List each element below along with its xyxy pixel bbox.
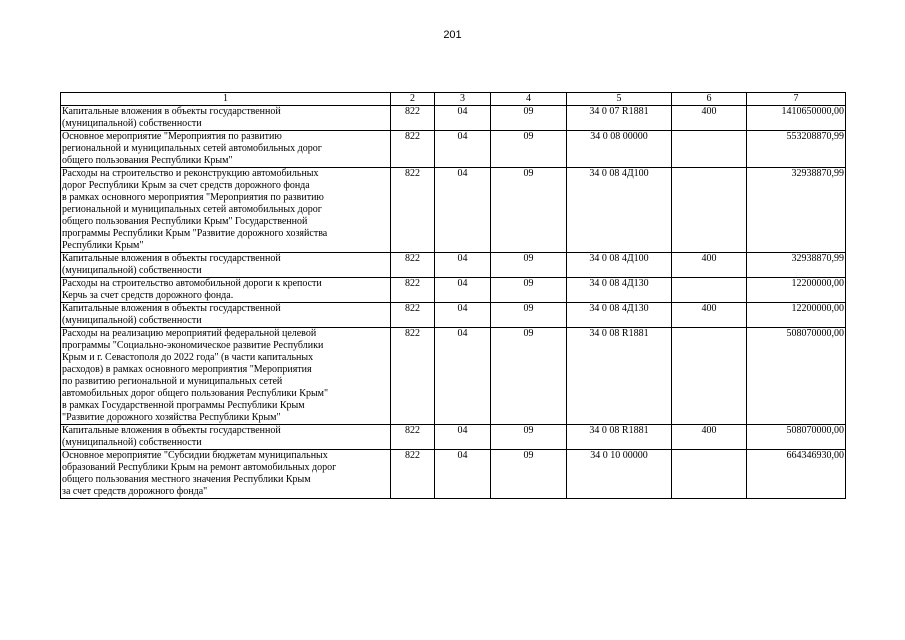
column-header: 5 bbox=[567, 93, 672, 106]
budget-table bbox=[60, 92, 846, 499]
subsection-code: 09 bbox=[491, 106, 567, 131]
amount: 664346930,00 bbox=[747, 450, 846, 499]
target-code: 34 0 08 4Д130 bbox=[567, 278, 672, 303]
target-code: 34 0 07 R1881 bbox=[567, 106, 672, 131]
grbs-code: 822 bbox=[391, 450, 435, 499]
subsection-code: 09 bbox=[491, 253, 567, 278]
column-header: 1 bbox=[61, 93, 391, 106]
subsection-code: 09 bbox=[491, 450, 567, 499]
column-header: 7 bbox=[747, 93, 846, 106]
subsection-code: 09 bbox=[491, 168, 567, 253]
expense-name: Капитальные вложения в объекты государственной (муниципальной) собственности bbox=[61, 106, 391, 131]
expense-type-code bbox=[672, 450, 747, 499]
expense-type-code: 400 bbox=[672, 425, 747, 450]
expense-type-code bbox=[672, 328, 747, 425]
header-row bbox=[61, 93, 846, 106]
subsection-code: 09 bbox=[491, 131, 567, 168]
section-code: 04 bbox=[435, 425, 491, 450]
amount: 32938870,99 bbox=[747, 168, 846, 253]
amount: 553208870,99 bbox=[747, 131, 846, 168]
column-header: 6 bbox=[672, 93, 747, 106]
expense-type-code bbox=[672, 278, 747, 303]
expense-name: Капитальные вложения в объекты государственной (муниципальной) собственности bbox=[61, 425, 391, 450]
grbs-code: 822 bbox=[391, 328, 435, 425]
column-header: 3 bbox=[435, 93, 491, 106]
table-row bbox=[61, 425, 846, 450]
subsection-code: 09 bbox=[491, 278, 567, 303]
table-row bbox=[61, 106, 846, 131]
grbs-code: 822 bbox=[391, 253, 435, 278]
section-code: 04 bbox=[435, 253, 491, 278]
expense-type-code: 400 bbox=[672, 303, 747, 328]
grbs-code: 822 bbox=[391, 425, 435, 450]
target-code: 34 0 08 R1881 bbox=[567, 328, 672, 425]
amount: 508070000,00 bbox=[747, 425, 846, 450]
amount: 12200000,00 bbox=[747, 303, 846, 328]
section-code: 04 bbox=[435, 106, 491, 131]
column-header: 4 bbox=[491, 93, 567, 106]
target-code: 34 0 10 00000 bbox=[567, 450, 672, 499]
expense-type-code bbox=[672, 168, 747, 253]
table-row bbox=[61, 303, 846, 328]
target-code: 34 0 08 4Д100 bbox=[567, 168, 672, 253]
table-row bbox=[61, 131, 846, 168]
section-code: 04 bbox=[435, 450, 491, 499]
expense-name: Капитальные вложения в объекты государственной (муниципальной) собственности bbox=[61, 303, 391, 328]
table-row bbox=[61, 328, 846, 425]
grbs-code: 822 bbox=[391, 278, 435, 303]
section-code: 04 bbox=[435, 168, 491, 253]
table-row bbox=[61, 450, 846, 499]
expense-name: Расходы на строительство автомобильной дороги к крепости Керчь за счет средств дорожного фонда. bbox=[61, 278, 391, 303]
table-row bbox=[61, 168, 846, 253]
page-number: 201 bbox=[443, 29, 462, 41]
target-code: 34 0 08 R1881 bbox=[567, 425, 672, 450]
grbs-code: 822 bbox=[391, 106, 435, 131]
amount: 12200000,00 bbox=[747, 278, 846, 303]
subsection-code: 09 bbox=[491, 425, 567, 450]
section-code: 04 bbox=[435, 328, 491, 425]
expense-name: Расходы на строительство и реконструкцию автомобильных дорог Республики Крым за счет средств дорожного фонда в рамках основного мероприятия "Мероприятия по развитию региональной и муниципальных сетей автомобильных дорог общего пользования Республики Крым" Государственной программы Республики Крым "Развитие дорожного хозяйства Республики Крым" bbox=[61, 168, 391, 253]
grbs-code: 822 bbox=[391, 131, 435, 168]
expense-type-code: 400 bbox=[672, 106, 747, 131]
subsection-code: 09 bbox=[491, 328, 567, 425]
table-row bbox=[61, 253, 846, 278]
expense-name: Основное мероприятие "Субсидии бюджетам муниципальных образований Республики Крым на ремонт автомобильных дорог общего пользования местного значения Республики Крым за счет средств дорожного фонда" bbox=[61, 450, 391, 499]
amount: 32938870,99 bbox=[747, 253, 846, 278]
target-code: 34 0 08 4Д130 bbox=[567, 303, 672, 328]
target-code: 34 0 08 4Д100 bbox=[567, 253, 672, 278]
grbs-code: 822 bbox=[391, 168, 435, 253]
expense-type-code bbox=[672, 131, 747, 168]
column-header: 2 bbox=[391, 93, 435, 106]
amount: 508070000,00 bbox=[747, 328, 846, 425]
subsection-code: 09 bbox=[491, 303, 567, 328]
grbs-code: 822 bbox=[391, 303, 435, 328]
target-code: 34 0 08 00000 bbox=[567, 131, 672, 168]
expense-name: Расходы на реализацию мероприятий федеральной целевой программы "Социально-экономическое развитие Республики Крым и г. Севастополя до 2022 года" (в части капитальных расходов) в рамках основного мероприятия "Мероприятия по развитию региональной и муниципальных сетей автомобильных дорог общего пользования Республики Крым" в рамках Государственной программы Республики Крым "Развитие дорожного хозяйства Республики Крым" bbox=[61, 328, 391, 425]
section-code: 04 bbox=[435, 131, 491, 168]
amount: 1410650000,00 bbox=[747, 106, 846, 131]
section-code: 04 bbox=[435, 278, 491, 303]
expense-type-code: 400 bbox=[672, 253, 747, 278]
table-row bbox=[61, 278, 846, 303]
expense-name: Основное мероприятие "Мероприятия по развитию региональной и муниципальных сетей автомобильных дорог общего пользования Республики Крым" bbox=[61, 131, 391, 168]
section-code: 04 bbox=[435, 303, 491, 328]
expense-name: Капитальные вложения в объекты государственной (муниципальной) собственности bbox=[61, 253, 391, 278]
